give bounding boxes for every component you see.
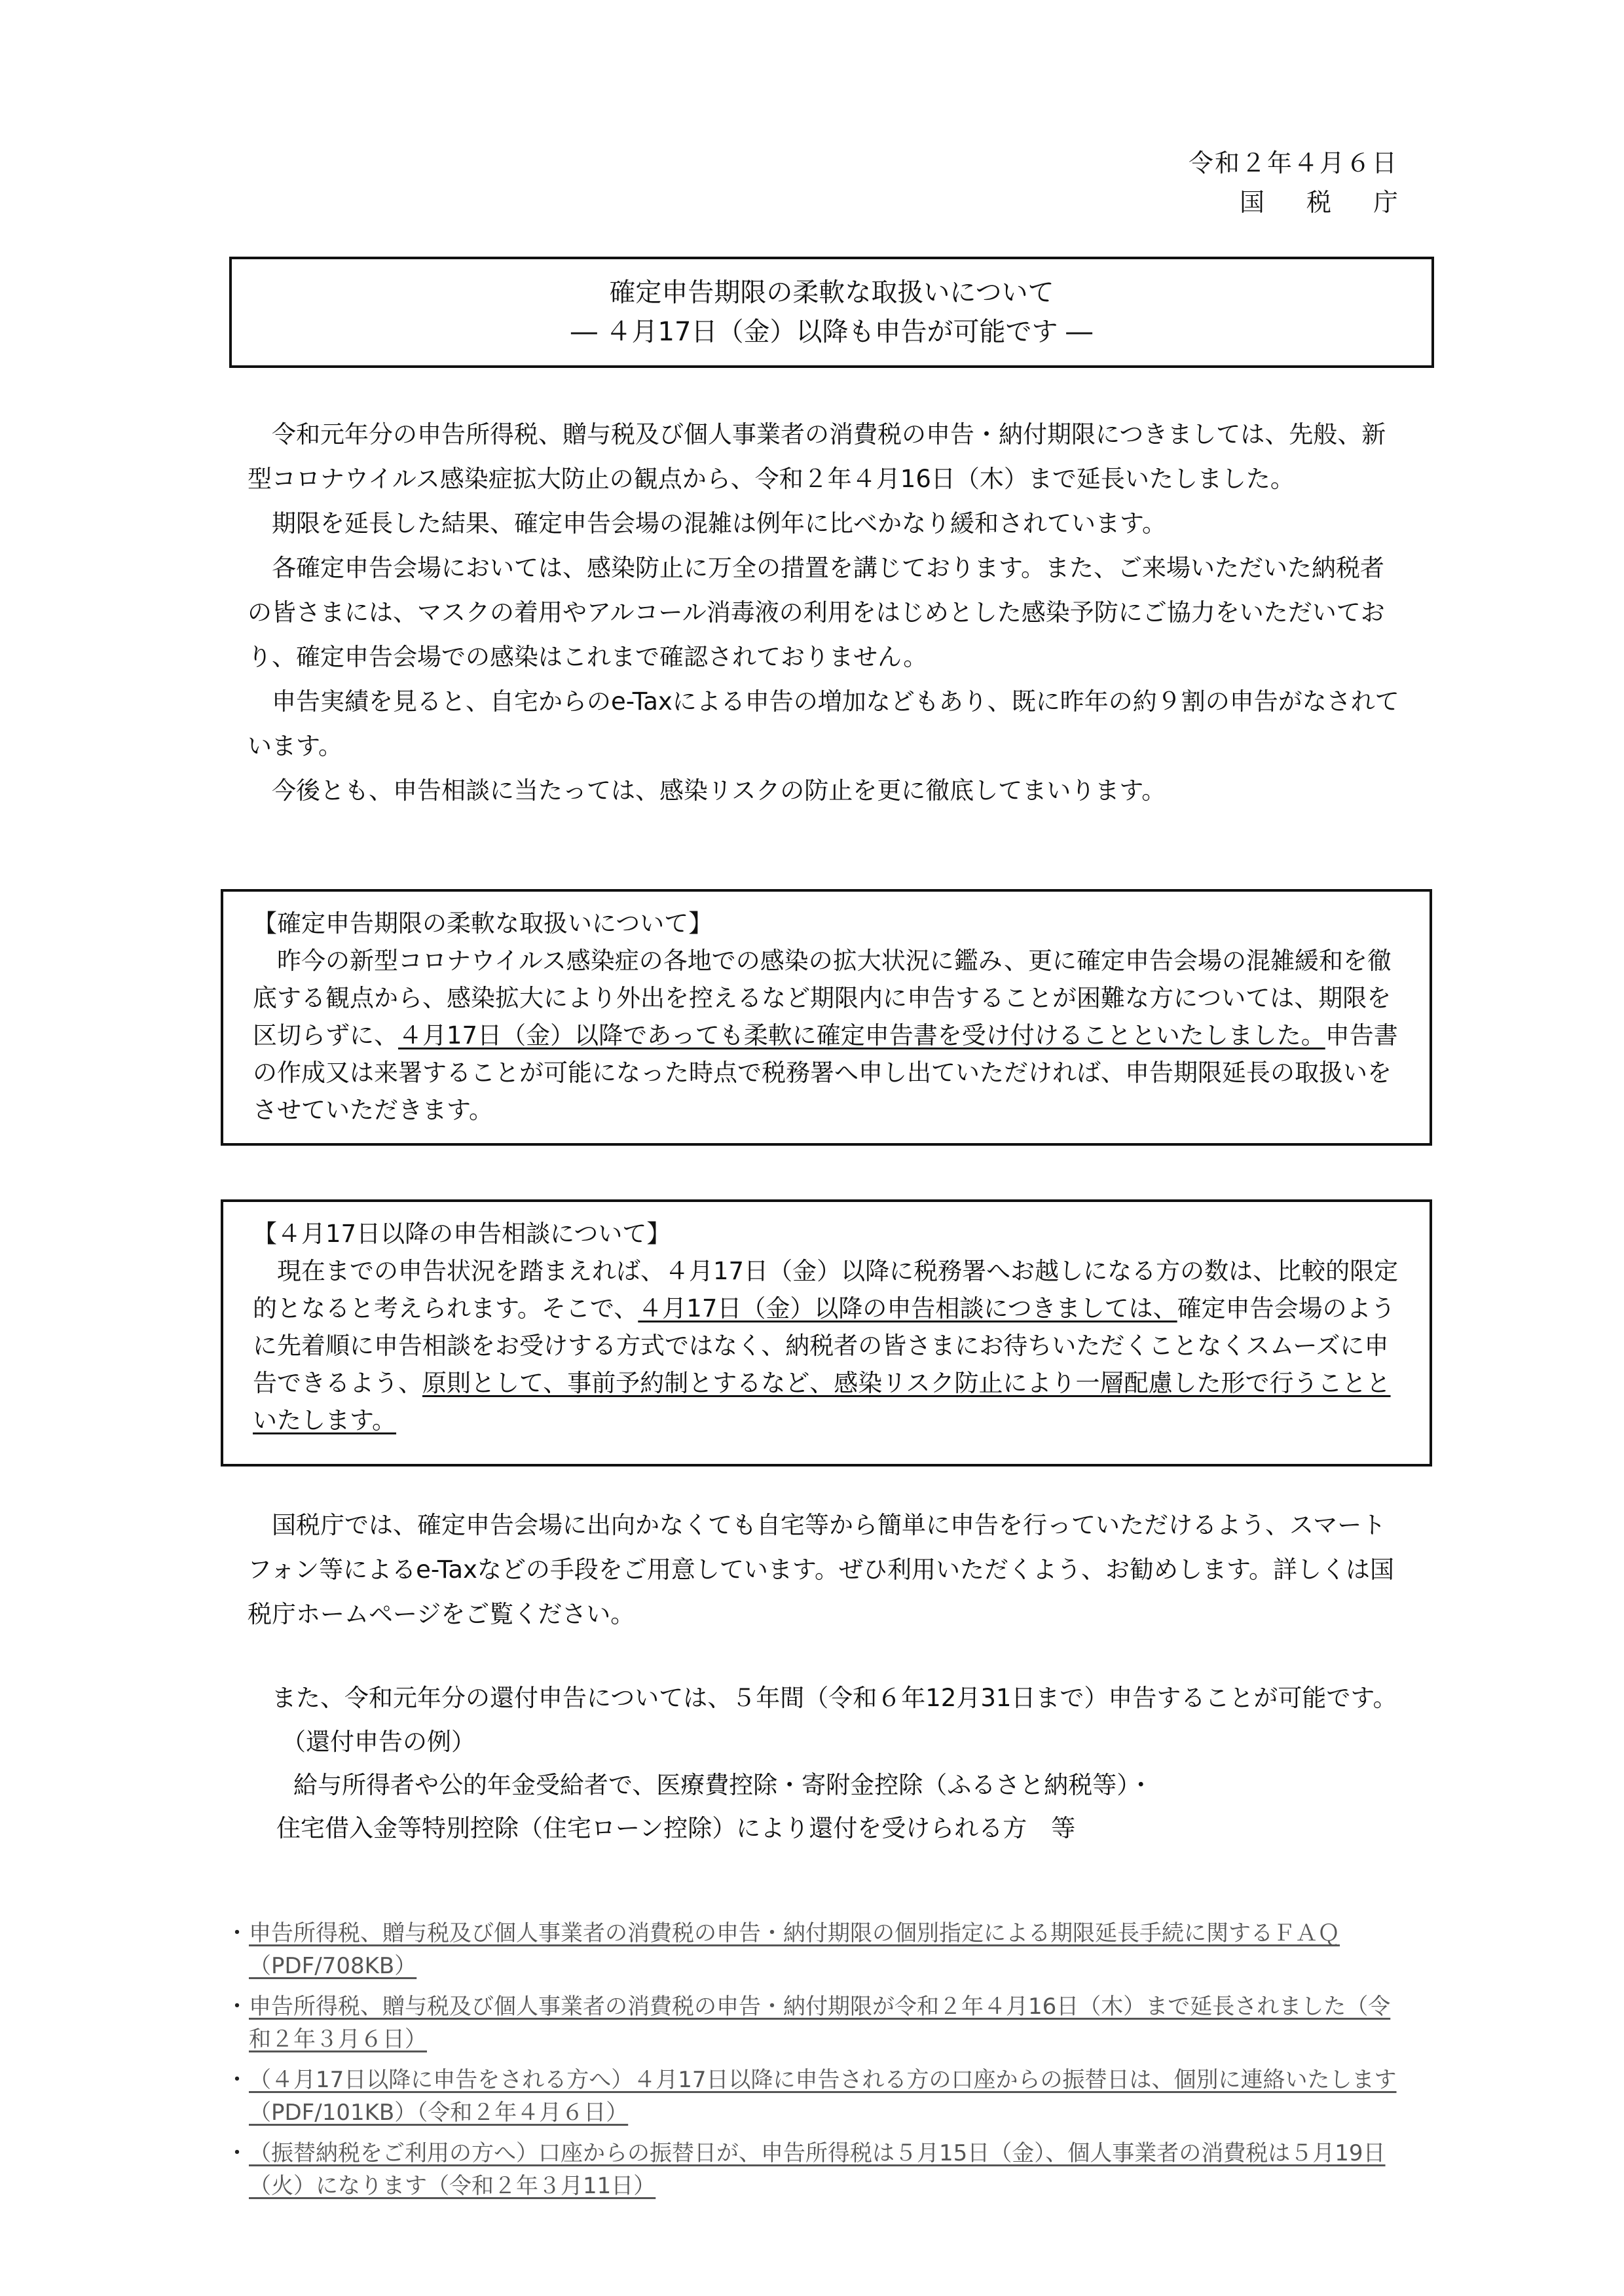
refund-examples-label: （還付申告の例）: [282, 1728, 475, 1756]
flexible-deadline-box: [221, 889, 1432, 1146]
intro-paragraph: 期限を延長した結果、確定申告会場の混雑は例年に比べかなり緩和されています。: [272, 509, 1167, 538]
bullet: ・: [226, 2067, 248, 2093]
box-underlined-text: ４月17日（金）以降の申告相談につきましては、: [638, 1294, 1177, 1322]
etax-section: [248, 1503, 1407, 1637]
list-item: [226, 1990, 1405, 2056]
etax-paragraph: 国税庁では、確定申告会場に出向かなくても自宅等から簡単に申告を行っていただけるよう、スマートフォン等によるe-Taxなどの手段をご用意しています。ぜひ利用いただくよう、お勧めします。詳しくは国税庁ホームページをご覧ください。: [248, 1511, 1394, 1628]
box-paragraph: [253, 1252, 1411, 1439]
box-paragraph: [253, 942, 1411, 1129]
direct-debit-link[interactable]: （振替納税をご利用の方へ）口座からの振替日が、申告所得税は５月15日（金）、個人事業者の消費税は５月19日（火）になります（令和２年３月11日）: [249, 2140, 1386, 2199]
bullet: ・: [226, 1994, 248, 2020]
intro-paragraph: 申告実績を見ると、自宅からのe-Taxによる申告の増加などもあり、既に昨年の約９割の申告がなされています。: [248, 687, 1399, 760]
box-text: 現在までの申告状況を踏まえれば、４月17日（金）以降に税務署へお越しになる方の数は、比較的限定的となると考えられます。そこで、: [253, 1257, 1399, 1322]
list-item: [226, 2137, 1405, 2202]
intro-paragraph: 各確定申告会場においては、感染防止に万全の措置を講じております。また、ご来場いただいた納税者の皆さまには、マスクの着用やアルコール消毒液の利用をはじめとした感染予防にご協力をいただいており、確定申告会場での感染はこれまで確認されておりません。: [248, 554, 1385, 671]
bullet: ・: [226, 2140, 248, 2166]
intro-paragraph: 今後とも、申告相談に当たっては、感染リスクの防止を更に徹底してまいります。: [272, 776, 1166, 805]
faq-link[interactable]: 申告所得税、贈与税及び個人事業者の消費税の申告・納付期限の個別指定による期限延長手続に関するＦＡＱ（PDF/708KB）: [249, 1920, 1340, 1979]
refund-examples: [248, 1721, 1407, 1850]
extension-notice-link[interactable]: 申告所得税、贈与税及び個人事業者の消費税の申告・納付期限が令和２年４月16日（木）まで延長されました（令和２年３月６日）: [249, 1994, 1391, 2052]
box-underlined-text: 原則として、事前予約制とするなど、感染リスク防止により一層配慮した形で行うことといたします。: [253, 1369, 1391, 1434]
box-text: 確定申告会場のように先着順に申告相談をお受けする方式ではなく、納税者の皆さまにお待ちいただくことなくスムーズに申告できるよう、: [253, 1294, 1395, 1397]
box-heading: 【４月17日以降の申告相談について】: [253, 1220, 671, 1248]
box-text: 申告書の作成又は来署することが可能になった時点で税務署へ申し出ていただければ、申告期限延長の取扱いをさせていただきます。: [253, 1021, 1398, 1124]
issuer-name: 国税庁: [1239, 188, 1440, 217]
title-box: [229, 257, 1434, 368]
intro-section: [248, 412, 1407, 813]
refund-example-line: 住宅借入金等特別控除（住宅ローン控除）により還付を受けられる方 等: [276, 1814, 1076, 1842]
intro-paragraph: 令和元年分の申告所得税、贈与税及び個人事業者の消費税の申告・納付期限につきましては、先般、新型コロナウイルス感染症拡大防止の観点から、令和２年４月16日（木）まで延長いたしました。: [248, 420, 1386, 493]
refund-section: [248, 1676, 1407, 1850]
document-title: 確定申告期限の柔軟な取扱いについて: [609, 278, 1054, 308]
consultation-box: [221, 1199, 1432, 1467]
document-subtitle: ― ４月17日（金）以降も申告が可能です ―: [570, 317, 1093, 347]
list-item: [226, 1917, 1405, 1982]
transfer-date-link[interactable]: （４月17日以降に申告をされる方へ）４月17日以降に申告される方の口座からの振替日は、個別に連絡いたします（PDF/101KB）（令和２年４月６日）: [249, 2067, 1397, 2126]
related-links: [226, 1917, 1405, 2210]
bullet: ・: [226, 1920, 248, 1946]
refund-paragraph: また、令和元年分の還付申告については、５年間（令和６年12月31日まで）申告することが可能です。: [272, 1684, 1397, 1712]
box-heading: 【確定申告期限の柔軟な取扱いについて】: [253, 909, 713, 938]
box-text: 昨今の新型コロナウイルス感染症の各地での感染の拡大状況に鑑み、更に確定申告会場の混雑緩和を徹底する観点から、感染拡大により外出を控えるなど期限内に申告することが困難な方については、期限を区切らずに、: [253, 947, 1392, 1049]
list-item: [226, 2064, 1405, 2129]
box-underlined-text: ４月17日（金）以降であっても柔軟に確定申告書を受け付けることといたしました。: [398, 1021, 1325, 1049]
issue-date: 令和２年４月６日: [1188, 149, 1398, 177]
refund-example-line: 給与所得者や公的年金受給者で、医療費控除・寄附金控除（ふるさと納税等）・: [293, 1771, 1153, 1799]
